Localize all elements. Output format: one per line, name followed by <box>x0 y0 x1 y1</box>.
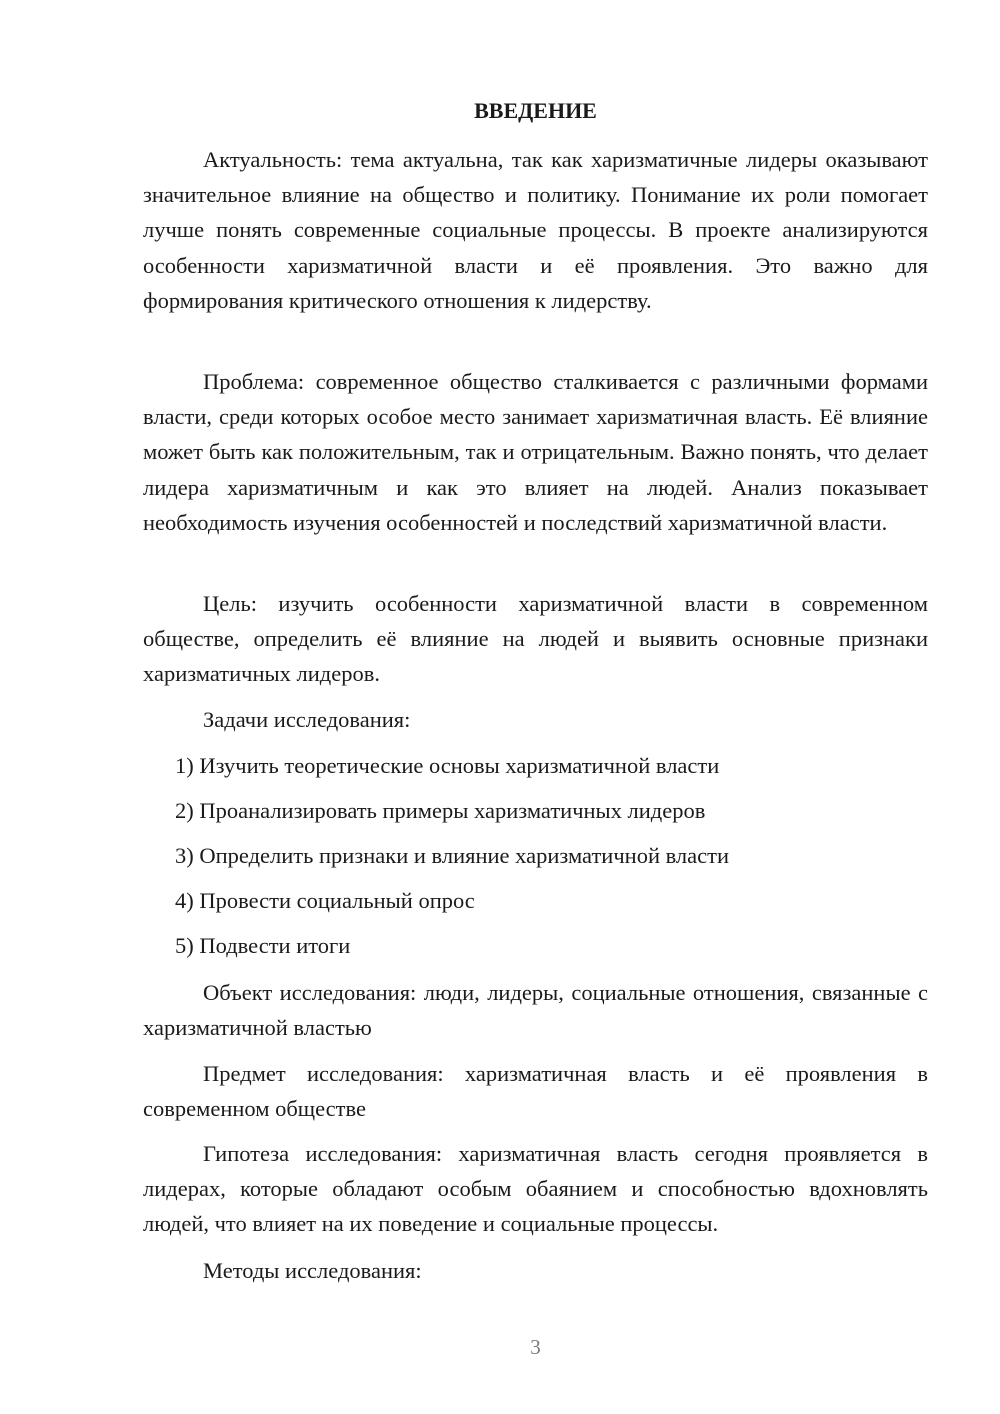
object-paragraph: Объект исследования: люди, лидеры, социальные отношения, связанные с харизматичной властью <box>143 980 928 1041</box>
task-item-5: 5) Подвести итоги <box>175 933 351 958</box>
task-item-1: 1) Изучить теоретические основы харизматичной власти <box>175 753 720 778</box>
task-item-4: 4) Провести социальный опрос <box>175 888 475 913</box>
goal-paragraph: Цель: изучить особенности харизматичной власти в современном обществе, определить её влияние на людей и выявить основные признаки харизматичных лидеров. <box>143 591 928 687</box>
problem-paragraph: Проблема: современное общество сталкивается с различными формами власти, среди которых особое место занимает харизматичная власть. Её влияние может быть как положительным, так и отрицательным. Важно понять, что делает лидера харизматичным и как это влияет на людей. Анализ показывает необходимость изучения особенностей и последствий харизматичной власти. <box>143 369 928 535</box>
methods-title: Методы исследования: <box>203 1258 422 1283</box>
page-title: ВВЕДЕНИЕ <box>474 98 597 123</box>
subject-paragraph: Предмет исследования: харизматичная власть и её проявления в современном обществе <box>143 1061 928 1122</box>
task-item-3: 3) Определить признаки и влияние харизматичной власти <box>175 843 730 868</box>
relevance-paragraph: Актуальность: тема актуальна, так как харизматичные лидеры оказывают значительное влияние на общество и политику. Понимание их роли помогает лучше понять современные социальные процессы. В проекте анализируются особенности харизматичной власти и её проявления. Это важно для формирования критического отношения к лидерству. <box>143 147 928 313</box>
tasks-title: Задачи исследования: <box>203 707 411 732</box>
task-item-2: 2) Проанализировать примеры харизматичных лидеров <box>175 798 706 823</box>
hypothesis-paragraph: Гипотеза исследования: харизматичная власть сегодня проявляется в лидерах, которые обладают особым обаянием и способностью вдохновлять людей, что влияет на их поведение и социальные процессы. <box>143 1141 928 1237</box>
page-number: 3 <box>530 1335 541 1359</box>
